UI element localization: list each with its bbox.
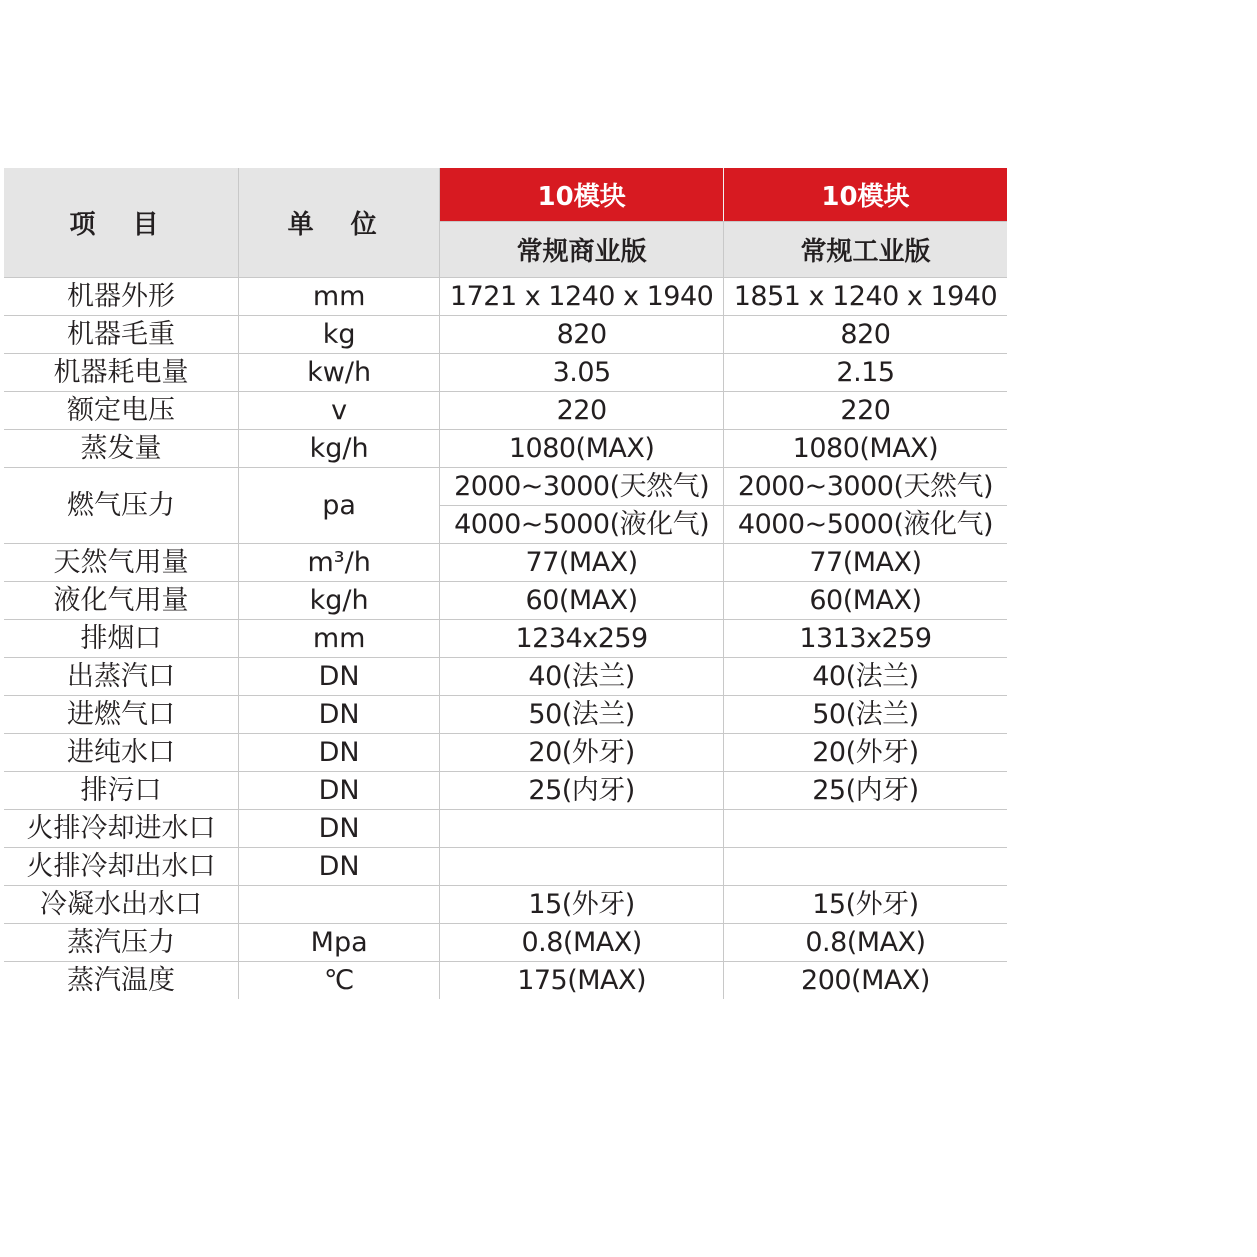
row-unit: kw/h [238, 354, 439, 392]
row-value-1-lpg: 4000~5000(液化气) [440, 506, 724, 544]
row-item: 额定电压 [4, 392, 238, 430]
table-header [4, 168, 1007, 278]
row-value-2-lpg: 4000~5000(液化气) [723, 506, 1007, 544]
row-value-2: 1313x259 [723, 620, 1007, 658]
row-item: 液化气用量 [4, 582, 238, 620]
row-value-1: 3.05 [440, 354, 724, 392]
header-item: 项 目 [4, 168, 238, 278]
row-unit: kg/h [238, 582, 439, 620]
header-model-2-edition: 常规工业版 [723, 222, 1007, 278]
row-value-1: 1234x259 [440, 620, 724, 658]
row-item: 机器耗电量 [4, 354, 238, 392]
row-value-2: 77(MAX) [723, 544, 1007, 582]
row-value-1: 40(法兰) [440, 658, 724, 696]
row-unit: DN [238, 696, 439, 734]
row-item: 机器外形 [4, 278, 238, 316]
row-value-2-natural-gas: 2000~3000(天然气) [723, 468, 1007, 506]
row-unit: m³/h [238, 544, 439, 582]
row-unit: Mpa [238, 924, 439, 962]
row-item: 进纯水口 [4, 734, 238, 772]
row-value-2: 50(法兰) [723, 696, 1007, 734]
row-value-2: 1851 x 1240 x 1940 [723, 278, 1007, 316]
row-unit: pa [238, 468, 439, 544]
row-item: 排烟口 [4, 620, 238, 658]
row-value-2 [723, 848, 1007, 886]
row-value-2: 220 [723, 392, 1007, 430]
row-value-2: 20(外牙) [723, 734, 1007, 772]
table-row [4, 848, 1007, 886]
table-row [4, 658, 1007, 696]
row-unit: v [238, 392, 439, 430]
row-unit: ℃ [238, 962, 439, 1000]
row-unit: mm [238, 278, 439, 316]
row-value-2: 820 [723, 316, 1007, 354]
table-row [4, 316, 1007, 354]
header-model-2-module: 10模块 [723, 168, 1007, 222]
row-value-1: 50(法兰) [440, 696, 724, 734]
row-item: 天然气用量 [4, 544, 238, 582]
row-value-1: 1721 x 1240 x 1940 [440, 278, 724, 316]
row-value-1: 25(内牙) [440, 772, 724, 810]
row-item: 排污口 [4, 772, 238, 810]
table-row [4, 392, 1007, 430]
table-row [4, 354, 1007, 392]
row-item: 蒸发量 [4, 430, 238, 468]
row-item: 蒸汽温度 [4, 962, 238, 1000]
spec-table [4, 168, 1007, 999]
row-value-2: 60(MAX) [723, 582, 1007, 620]
row-value-1: 220 [440, 392, 724, 430]
row-value-1: 15(外牙) [440, 886, 724, 924]
row-value-2 [723, 810, 1007, 848]
row-unit: mm [238, 620, 439, 658]
row-value-1: 20(外牙) [440, 734, 724, 772]
row-item: 燃气压力 [4, 468, 238, 544]
row-item: 火排冷却出水口 [4, 848, 238, 886]
row-item: 蒸汽压力 [4, 924, 238, 962]
row-value-1: 820 [440, 316, 724, 354]
table-row [4, 278, 1007, 316]
row-value-2: 15(外牙) [723, 886, 1007, 924]
row-value-1 [440, 810, 724, 848]
row-value-2: 25(内牙) [723, 772, 1007, 810]
table-row [4, 810, 1007, 848]
row-item: 机器毛重 [4, 316, 238, 354]
row-value-1 [440, 848, 724, 886]
row-value-2: 200(MAX) [723, 962, 1007, 1000]
table-body [4, 278, 1007, 1000]
row-item: 冷凝水出水口 [4, 886, 238, 924]
row-item: 出蒸汽口 [4, 658, 238, 696]
row-item: 火排冷却进水口 [4, 810, 238, 848]
header-unit: 单 位 [238, 168, 439, 278]
table-row [4, 544, 1007, 582]
row-unit: DN [238, 848, 439, 886]
table-row [4, 468, 1007, 506]
table-row [4, 696, 1007, 734]
row-item: 进燃气口 [4, 696, 238, 734]
table-row [4, 734, 1007, 772]
row-value-1: 77(MAX) [440, 544, 724, 582]
row-unit: kg/h [238, 430, 439, 468]
header-model-1-module: 10模块 [440, 168, 724, 222]
row-value-2: 0.8(MAX) [723, 924, 1007, 962]
row-value-2: 2.15 [723, 354, 1007, 392]
row-unit [238, 886, 439, 924]
row-value-1: 1080(MAX) [440, 430, 724, 468]
table-row [4, 886, 1007, 924]
row-value-1-natural-gas: 2000~3000(天然气) [440, 468, 724, 506]
row-unit: kg [238, 316, 439, 354]
row-value-1: 0.8(MAX) [440, 924, 724, 962]
row-value-2: 1080(MAX) [723, 430, 1007, 468]
header-model-1-edition: 常规商业版 [440, 222, 724, 278]
table-row [4, 772, 1007, 810]
row-unit: DN [238, 810, 439, 848]
table-row [4, 430, 1007, 468]
row-value-1: 175(MAX) [440, 962, 724, 1000]
row-unit: DN [238, 734, 439, 772]
table-row [4, 924, 1007, 962]
row-unit: DN [238, 658, 439, 696]
table-row [4, 582, 1007, 620]
row-value-1: 60(MAX) [440, 582, 724, 620]
table-row [4, 962, 1007, 1000]
row-unit: DN [238, 772, 439, 810]
table-row [4, 620, 1007, 658]
row-value-2: 40(法兰) [723, 658, 1007, 696]
